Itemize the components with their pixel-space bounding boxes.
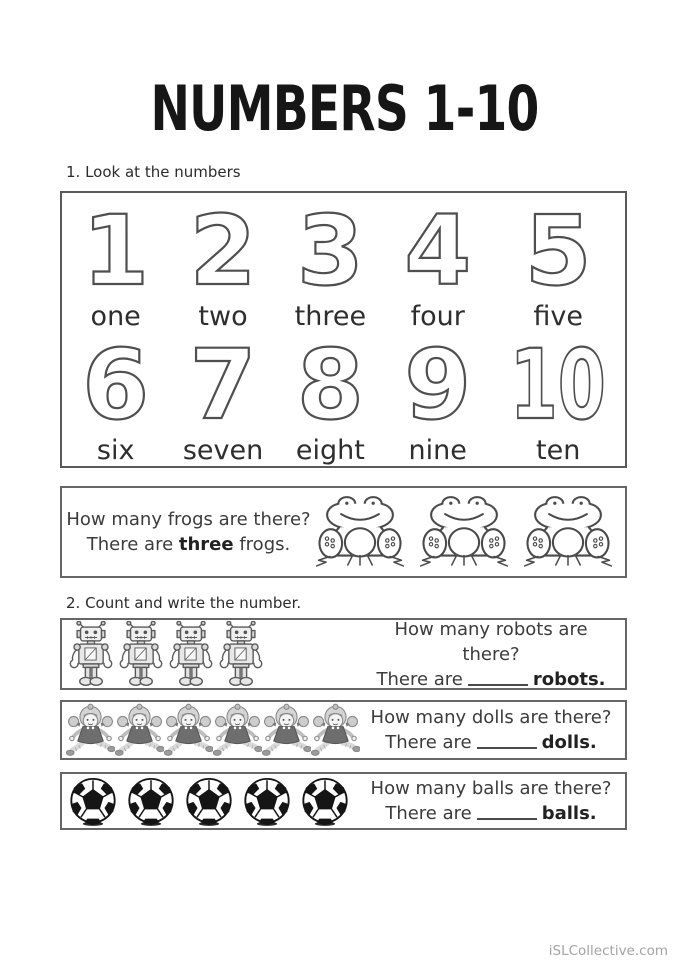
robot-icon [66, 621, 116, 687]
example-text [62, 507, 311, 557]
doll-icon [66, 703, 115, 757]
outline-digit-7: 7 [189, 329, 257, 441]
soccer-ball-icon [185, 776, 233, 827]
number-word-nine: nine [408, 435, 467, 466]
outline-digit-8: 8 [296, 329, 364, 441]
answer-blank-line [477, 815, 537, 820]
robot-icon [216, 621, 266, 687]
section1-label: 1. Look at the numbers [66, 163, 241, 181]
doll-icon [115, 703, 164, 757]
doll-icons-row [62, 703, 360, 757]
answer-bold-word: dolls. [541, 732, 597, 753]
answer-suffix: frogs. [239, 534, 291, 555]
frog-icon [519, 495, 617, 569]
balls-answer [365, 801, 617, 826]
doll-icon [164, 703, 213, 757]
outline-digit-10 [491, 329, 625, 441]
doll-icon [213, 703, 262, 757]
frog-icons-row [311, 495, 625, 569]
number-word-two: two [198, 301, 248, 332]
answer-bold-word: robots. [532, 668, 606, 690]
islcollective-watermark: iSLCollective.com [548, 943, 668, 959]
number-word-five: five [533, 301, 583, 332]
example-box-frogs [60, 486, 627, 578]
numbers-reference-box [60, 191, 627, 468]
robot-icons-row [62, 621, 266, 687]
doll-icon [262, 703, 311, 757]
outline-digit-5: 5 [524, 195, 592, 307]
robots-text [365, 617, 625, 692]
outline-digit-10-glyph: 10 [510, 329, 607, 441]
outline-digit-2: 2 [189, 195, 257, 307]
outline-digit-9: 9 [404, 329, 472, 441]
robots-question: How many robots are there? [394, 618, 588, 665]
dolls-question: How many dolls are there? [370, 707, 612, 728]
soccer-ball-icon [127, 776, 175, 827]
number-word-six: six [96, 435, 135, 466]
robots-answer [365, 667, 617, 692]
answer-blank-line [468, 681, 528, 686]
dolls-answer [365, 730, 617, 755]
number-word-four: four [410, 301, 465, 332]
soccer-ball-icon [301, 776, 349, 827]
dolls-text [365, 705, 625, 755]
outline-digit-6: 6 [82, 329, 150, 441]
answer-prefix: There are [376, 668, 463, 690]
example-answer [66, 532, 311, 557]
answer-prefix: There are [385, 803, 472, 824]
count-row-dolls [60, 700, 627, 760]
soccer-ball-icon [243, 776, 291, 827]
count-row-robots [60, 618, 627, 690]
answer-prefix: There are [385, 732, 472, 753]
number-word-three: three [294, 301, 367, 332]
number-word-seven: seven [182, 435, 264, 466]
outline-digit-1: 1 [82, 195, 150, 307]
frog-icon [415, 495, 513, 569]
number-word-ten: ten [536, 435, 581, 466]
number-word-eight: eight [295, 435, 365, 466]
balls-text [365, 776, 625, 826]
balls-question: How many balls are there? [370, 778, 612, 799]
ball-icons-row [62, 776, 349, 827]
page-title: NUMBERS 1-10 [150, 72, 539, 145]
count-row-balls [60, 772, 627, 830]
example-question: How many frogs are there? [66, 509, 311, 530]
answer-blank-line [477, 744, 537, 749]
section2-label: 2. Count and write the number. [66, 594, 302, 612]
answer-bold-word: three [178, 534, 234, 555]
outline-digit-4: 4 [404, 195, 472, 307]
answer-prefix: There are [86, 534, 174, 555]
doll-icon [311, 703, 360, 757]
outline-digit-3: 3 [296, 195, 364, 307]
answer-bold-word: balls. [541, 803, 597, 824]
robot-icon [116, 621, 166, 687]
frog-icon [311, 495, 409, 569]
robot-icon [166, 621, 216, 687]
number-word-one: one [90, 301, 141, 332]
soccer-ball-icon [69, 776, 117, 827]
